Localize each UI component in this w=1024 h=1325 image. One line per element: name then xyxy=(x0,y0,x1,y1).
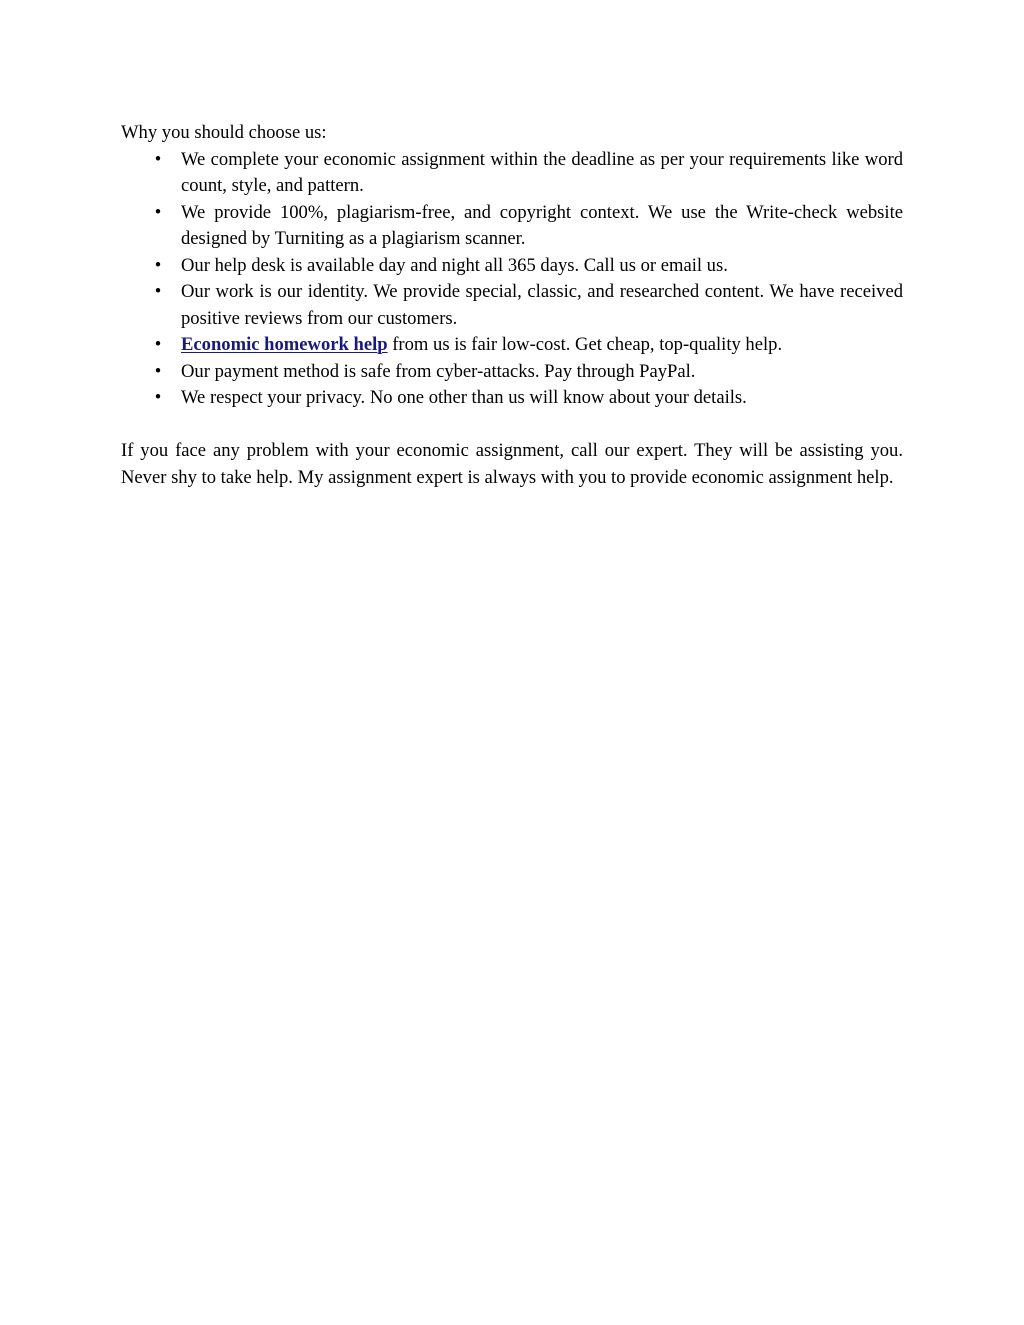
list-item xyxy=(121,253,903,280)
list-item-text: We provide 100%, plagiarism-free, and copyright context. We use the Write-check website designed by Turniting as a plagiarism scanner. xyxy=(181,201,903,249)
list-item xyxy=(121,147,903,200)
list-item-text: from us is fair low-cost. Get cheap, top-quality help. xyxy=(387,334,783,355)
bullet-icon: • xyxy=(154,254,162,276)
list-item-text: Our payment method is safe from cyber-attacks. Pay through PayPal. xyxy=(181,360,696,382)
bullet-icon: • xyxy=(154,387,162,408)
list-item xyxy=(121,200,903,253)
list-item xyxy=(121,279,903,332)
benefits-list xyxy=(121,147,903,412)
list-item-text: We respect your privacy. No one other than us will know about your details. xyxy=(181,387,747,408)
list-item-text: Our help desk is available day and night all 365 days. Call us or email us. xyxy=(181,254,728,276)
economic-homework-help-link[interactable]: Economic homework help xyxy=(181,334,388,355)
list-item-text: Our work is our identity. We provide special, classic, and researched content. We have received positive reviews from our customers. xyxy=(181,281,903,329)
list-item xyxy=(121,359,903,386)
bullet-icon: • xyxy=(154,148,162,170)
list-item xyxy=(121,332,903,359)
bullet-icon: • xyxy=(154,201,162,223)
bullet-icon: • xyxy=(154,334,162,355)
document-content xyxy=(121,120,903,491)
section-heading: Why you should choose us: xyxy=(121,122,327,143)
bullet-icon: • xyxy=(154,360,162,382)
closing-paragraph: If you face any problem with your economic assignment, call our expert. They will be assisting you. Never shy to take help. My assignment expert is always with you to provide economic assignment help. xyxy=(121,440,903,488)
list-item xyxy=(121,385,903,412)
bullet-icon: • xyxy=(154,281,162,302)
list-item-text: We complete your economic assignment within the deadline as per your requirements like word count, style, and pattern. xyxy=(181,148,903,196)
